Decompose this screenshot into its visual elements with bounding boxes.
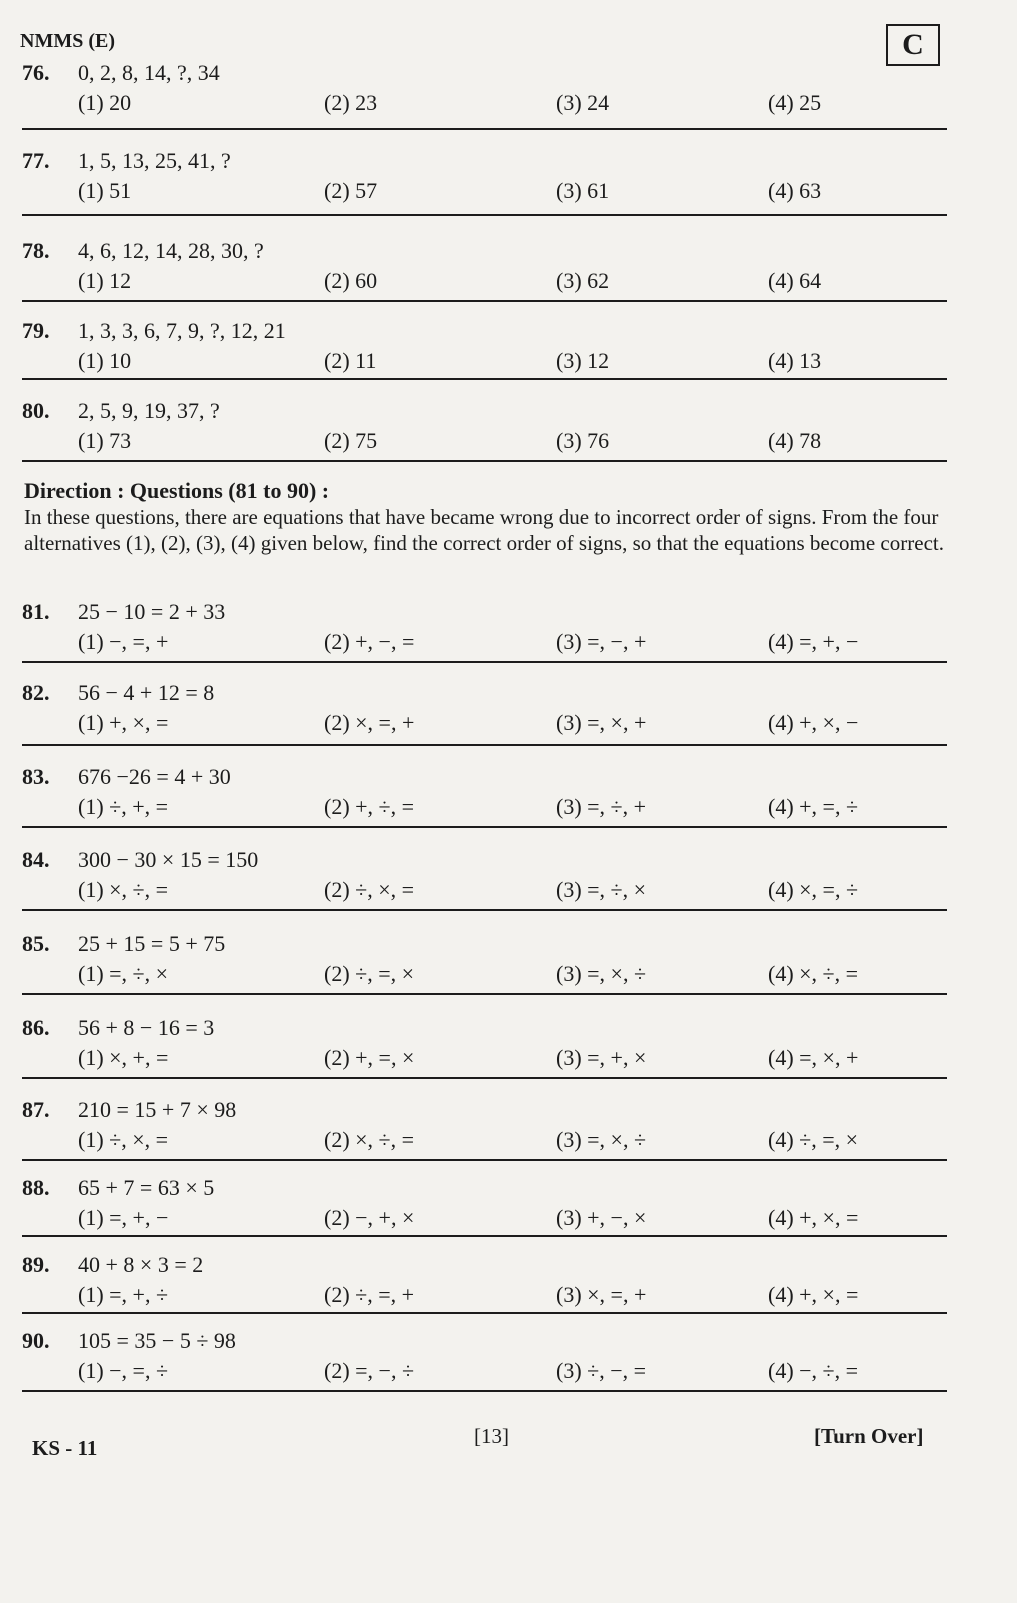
option-2: (2) 75 [324,428,378,453]
question-number: 83. [22,764,50,789]
question-number: 89. [22,1252,50,1277]
question-stem: 56 − 4 + 12 = 8 [78,680,215,705]
option-1: (1) ×, ÷, = [78,877,169,902]
page-number: [13] [474,1424,509,1448]
option-1: (1) =, ÷, × [78,961,169,986]
option-3: (3) =, ×, ÷ [556,961,647,986]
option-1: (1) −, =, + [78,629,169,654]
option-3: (3) ×, =, + [556,1282,647,1307]
question-number: 78. [22,238,50,263]
option-2: (2) 60 [324,268,378,293]
option-2: (2) ÷, =, + [324,1282,415,1307]
question-stem: 1, 3, 3, 6, 7, 9, ?, 12, 21 [78,318,286,343]
option-3: (3) 76 [556,428,610,453]
option-4: (4) 13 [768,348,822,373]
question-84 [22,845,947,911]
question-number: 86. [22,1015,50,1040]
question-77 [22,146,947,216]
question-stem: 25 − 10 = 2 + 33 [78,599,226,624]
option-4: (4) 25 [768,90,822,115]
option-1: (1) =, +, ÷ [78,1282,169,1307]
question-76 [22,58,947,130]
option-3: (3) =, ÷, × [556,877,647,902]
option-4: (4) ÷, =, × [768,1127,859,1152]
option-4: (4) =, ×, + [768,1045,859,1070]
option-3: (3) =, ×, + [556,710,647,735]
question-number: 80. [22,398,50,423]
option-2: (2) 23 [324,90,378,115]
option-4: (4) 64 [768,268,822,293]
option-1: (1) ÷, +, = [78,794,169,819]
option-4: (4) +, =, ÷ [768,794,859,819]
question-number: 77. [22,148,50,173]
option-1: (1) −, =, ÷ [78,1358,169,1383]
question-number: 76. [22,60,50,85]
question-80 [22,396,947,462]
question-90 [22,1326,947,1392]
option-1: (1) ÷, ×, = [78,1127,169,1152]
option-3: (3) =, +, × [556,1045,647,1070]
question-stem: 210 = 15 + 7 × 98 [78,1097,237,1122]
question-82 [22,678,947,746]
option-1: (1) 20 [78,90,132,115]
option-1: (1) 12 [78,268,132,293]
question-87 [22,1095,947,1161]
option-4: (4) +, ×, = [768,1205,859,1230]
option-3: (3) 62 [556,268,610,293]
option-1: (1) ×, +, = [78,1045,169,1070]
option-1: (1) +, ×, = [78,710,169,735]
question-88 [22,1173,947,1237]
option-3: (3) ÷, −, = [556,1358,647,1383]
question-stem: 4, 6, 12, 14, 28, 30, ? [78,238,264,263]
question-stem: 25 + 15 = 5 + 75 [78,931,226,956]
option-4: (4) +, ×, = [768,1282,859,1307]
question-number: 85. [22,931,50,956]
direction-text: In these questions, there are equations that have became wrong due to incorrect order of signs. From the four alternatives (1), (2), (3), (4) given below, find the correct order of signs, so that the equations become correct. [24,505,944,555]
option-2: (2) ÷, =, × [324,961,415,986]
option-3: (3) 61 [556,178,610,203]
option-1: (1) 51 [78,178,132,203]
question-stem: 105 = 35 − 5 ÷ 98 [78,1328,236,1353]
question-stem: 0, 2, 8, 14, ?, 34 [78,60,220,85]
question-85 [22,929,947,995]
question-stem: 65 + 7 = 63 × 5 [78,1175,215,1200]
option-2: (2) =, −, ÷ [324,1358,415,1383]
question-stem: 676 −26 = 4 + 30 [78,764,231,789]
question-stem: 40 + 8 × 3 = 2 [78,1252,204,1277]
question-stem: 300 − 30 × 15 = 150 [78,847,259,872]
option-3: (3) =, −, + [556,629,647,654]
question-89 [22,1250,947,1314]
option-3: (3) 24 [556,90,610,115]
question-stem: 56 + 8 − 16 = 3 [78,1015,215,1040]
direction-block [24,478,949,556]
option-2: (2) +, −, = [324,629,415,654]
question-79 [22,316,947,380]
option-3: (3) 12 [556,348,610,373]
option-4: (4) ×, ÷, = [768,961,859,986]
option-3: (3) +, −, × [556,1205,647,1230]
question-83 [22,762,947,828]
option-2: (2) 11 [324,348,377,373]
direction-title: Direction : Questions (81 to 90) : [24,478,330,503]
option-4: (4) ×, =, ÷ [768,877,859,902]
turn-over-note: [Turn Over] [814,1424,924,1448]
option-1: (1) =, +, − [78,1205,169,1230]
option-2: (2) +, ÷, = [324,794,415,819]
option-2: (2) −, +, × [324,1205,415,1230]
option-4: (4) =, +, − [768,629,859,654]
option-4: (4) 78 [768,428,822,453]
option-3: (3) =, ×, ÷ [556,1127,647,1152]
option-4: (4) 63 [768,178,822,203]
question-78 [22,236,947,302]
option-2: (2) ×, =, + [324,710,415,735]
question-number: 88. [22,1175,50,1200]
set-code-box: C [886,24,940,66]
option-2: (2) ×, ÷, = [324,1127,415,1152]
option-2: (2) 57 [324,178,378,203]
question-number: 79. [22,318,50,343]
question-number: 87. [22,1097,50,1122]
question-81 [22,597,947,663]
option-2: (2) ÷, ×, = [324,877,415,902]
question-stem: 1, 5, 13, 25, 41, ? [78,148,231,173]
option-4: (4) +, ×, − [768,710,859,735]
question-number: 90. [22,1328,50,1353]
question-number: 81. [22,599,50,624]
option-1: (1) 73 [78,428,132,453]
option-1: (1) 10 [78,348,132,373]
question-number: 84. [22,847,50,872]
question-number: 82. [22,680,50,705]
footer-code: KS - 11 [32,1436,98,1460]
option-4: (4) −, ÷, = [768,1358,859,1383]
question-stem: 2, 5, 9, 19, 37, ? [78,398,220,423]
option-2: (2) +, =, × [324,1045,415,1070]
question-86 [22,1013,947,1079]
option-3: (3) =, ÷, + [556,794,647,819]
exam-title: NMMS (E) [20,30,115,52]
